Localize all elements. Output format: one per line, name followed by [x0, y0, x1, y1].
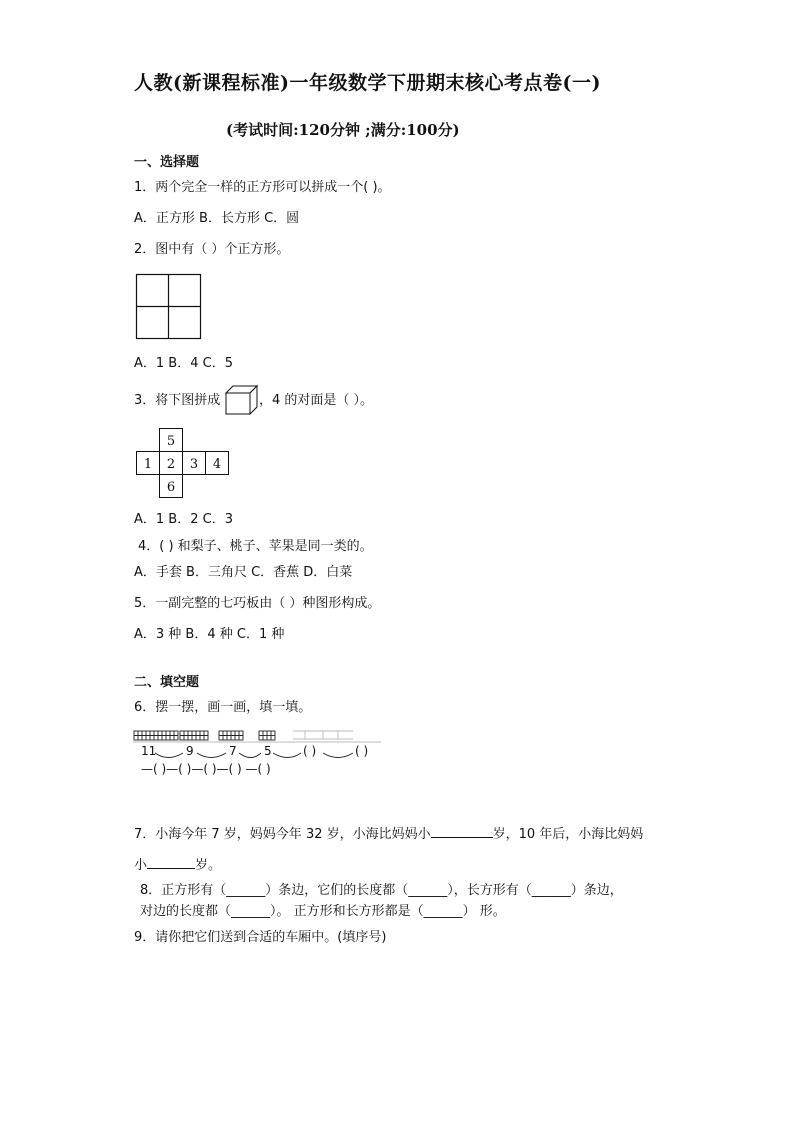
answer-bracket-2: ( )	[355, 744, 369, 758]
question-2-stem: 2．图中有（ ）个正方形。	[134, 242, 290, 257]
question-6-minus-row: —( )—( )—( )—( ) —( )	[141, 762, 271, 776]
net-face-3: 3	[189, 457, 199, 472]
question-9-stem: 9．请你把它们送到合适的车厢中。(填序号)	[134, 930, 387, 945]
cube-net-figure	[136, 428, 232, 500]
question-7-part-1: 7．小海今年 7 岁，妈妈今年 32 岁，小海比妈妈小	[134, 827, 431, 842]
net-face-2: 2	[166, 457, 176, 472]
question-2-grid-figure	[136, 274, 202, 340]
question-3-stem-after: ，4 的对面是（ ）。	[259, 393, 374, 408]
question-7-part-2: 岁，10 年后，小海比妈妈	[492, 827, 644, 842]
question-1-stem: 1．两个完全一样的正方形可以拼成一个( )。	[134, 180, 391, 195]
net-face-5: 5	[166, 434, 176, 449]
count-number-9: 9	[186, 744, 194, 758]
question-5-options: A．3 种 B．4 种 C．1 种	[134, 627, 285, 642]
question-8-line-1: 8．正方形有（______）条边，它们的长度都（______），长方形有（______）条边，	[140, 883, 623, 898]
question-6-stem: 6．摆一摆，画一画，填一填。	[134, 700, 312, 715]
count-number-5: 5	[264, 744, 272, 758]
answer-blank-age-difference[interactable]	[431, 825, 493, 838]
net-face-4: 4	[212, 457, 222, 472]
question-7-line-1	[134, 825, 643, 843]
exam-info: (考试时间:120分钟 ;满分:100分)	[226, 121, 460, 139]
count-number-11: 11	[141, 744, 157, 758]
count-number-7: 7	[229, 744, 237, 758]
section-heading-choice: 一、选择题	[134, 155, 200, 170]
question-4-options: A．手套 B．三角尺 C．香蕉 D．白菜	[134, 565, 353, 580]
question-4-stem: 4．( ) 和梨子、桃子、苹果是同一类的。	[138, 539, 373, 554]
net-face-6: 6	[166, 480, 176, 495]
net-face-1: 1	[143, 457, 153, 472]
question-5-stem: 5．一副完整的七巧板由（ ）种图形构成。	[134, 596, 381, 611]
cube-icon	[225, 385, 261, 415]
question-7-part-4: 岁。	[195, 858, 222, 873]
question-6-figure	[133, 728, 383, 778]
answer-bracket-1: ( )	[303, 744, 317, 758]
question-7-part-3: 小	[134, 858, 148, 873]
answer-blank-future-difference[interactable]	[147, 856, 195, 869]
question-7-line-2	[134, 856, 221, 874]
question-8-line-2: 对边的长度都（______）。 正方形和长方形都是（______） 形。	[140, 904, 506, 919]
question-2-options: A．1 B．4 C．5	[134, 356, 233, 371]
section-heading-fill: 二、填空题	[134, 675, 200, 690]
question-3-options: A．1 B．2 C．3	[134, 512, 233, 527]
question-3-stem-before: 3．将下图拼成	[134, 393, 221, 408]
page-title: 人教(新课程标准)一年级数学下册期末核心考点卷(一)	[134, 72, 601, 94]
question-1-options: A．正方形 B．长方形 C．圆	[134, 211, 300, 226]
